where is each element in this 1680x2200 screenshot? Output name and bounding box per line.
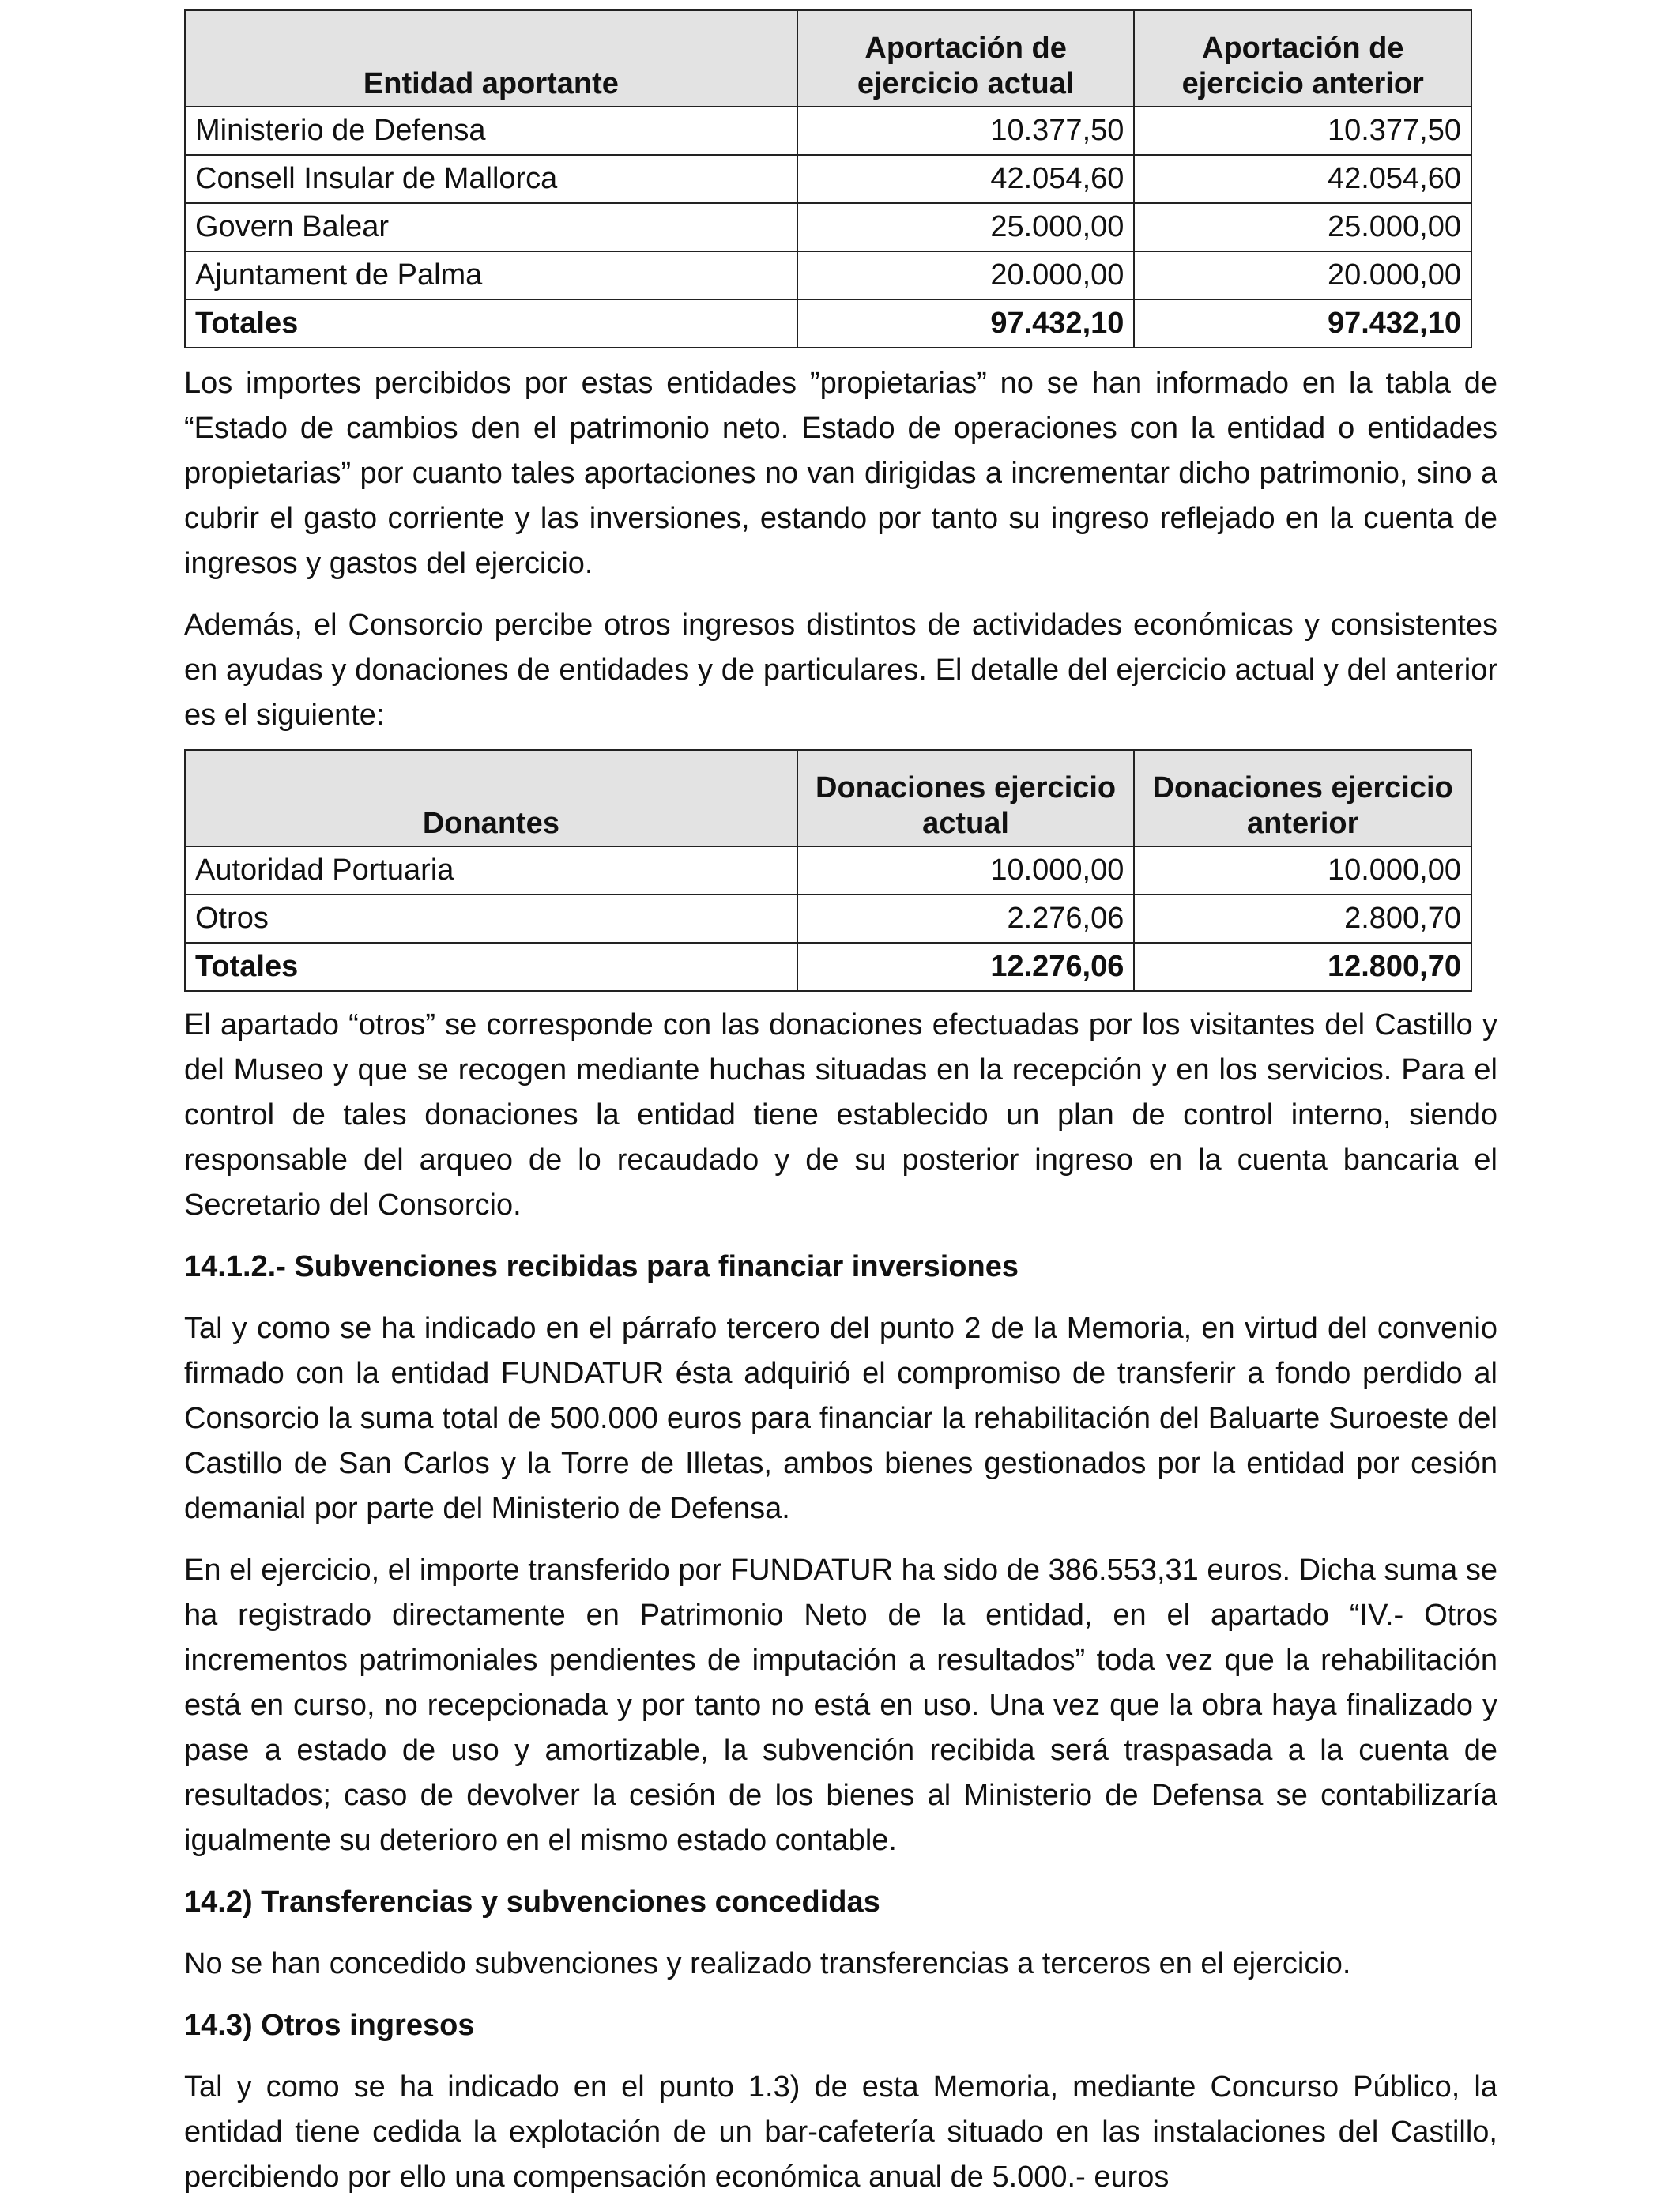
cell-donante: Otros [185, 895, 797, 943]
donaciones-table [184, 749, 1472, 992]
table-row [185, 895, 1471, 943]
table-total-row [185, 299, 1471, 348]
table-header-row [185, 750, 1471, 846]
cell-actual: 20.000,00 [797, 251, 1135, 299]
table-total-row [185, 943, 1471, 991]
heading-transferencias-concedidas: 14.2) Transferencias y subvenciones concedidas [184, 1885, 880, 1919]
cell-anterior: 10.377,50 [1134, 107, 1471, 155]
cell-actual: 2.276,06 [797, 895, 1135, 943]
paragraph-donaciones-otros: El apartado “otros” se corresponde con las donaciones efectuadas por los visitantes del Castillo y del Museo y que se recogen mediante huchas situadas en la recepción y en los servicios. Para el control de tales donaciones la entidad tiene establecido un plan de control interno, siendo responsable del arqueo de lo recaudado y de su posterior ingreso en la cuenta bancaria el Secretario del Consorcio. [184, 1008, 1497, 1222]
cell-anterior: 42.054,60 [1134, 155, 1471, 203]
paragraph-propietarias: Los importes percibidos por estas entidades ”propietarias” no se han informado en la tabla de “Estado de cambios den el patrimonio neto. Estado de operaciones con la entidad o entidades propietarias” por cuanto tales aportaciones no van dirigidas a incrementar dicho patrimonio, sino a cubrir el gasto corriente y las inversiones, estando por tanto su ingreso reflejado en la cuenta de ingresos y gastos del ejercicio. [184, 367, 1497, 580]
heading-subvenciones-inversiones: 14.1.2.- Subvenciones recibidas para financiar inversiones [184, 1250, 1019, 1283]
paragraph-fundatur-importe: En el ejercicio, el importe transferido por FUNDATUR ha sido de 386.553,31 euros. Dicha suma se ha registrado directamente en Patrimonio Neto de la entidad, en el apartado “IV.- Otros incrementos patrimoniales pendientes de imputación a resultados” toda vez que la rehabilitación está en curso, no recepcionada y por tanto no está en uso. Una vez que la obra haya finalizado y pase a estado de uso y amortizable, la subvención recibida será traspasada a la cuenta de resultados; caso de devolver la cesión de los bienes al Ministerio de Defensa se contabilizaría igualmente su deterioro en el mismo estado contable. [184, 1554, 1497, 1857]
header-aportacion-actual: Aportación de ejercicio actual [797, 10, 1135, 107]
cell-actual: 10.000,00 [797, 846, 1135, 895]
paragraph-no-subvenciones: No se han concedido subvenciones y realizado transferencias a terceros en el ejercicio. [184, 1947, 1351, 1980]
table-row [185, 251, 1471, 299]
table-row [185, 846, 1471, 895]
cell-entidad: Ajuntament de Palma [185, 251, 797, 299]
table-row [185, 203, 1471, 251]
cell-total-actual: 97.432,10 [797, 299, 1135, 348]
paragraph-fundatur-convenio: Tal y como se ha indicado en el párrafo tercero del punto 2 de la Memoria, en virtud del convenio firmado con la entidad FUNDATUR ésta adquirió el compromiso de transferir a fondo perdido al Consorcio la suma total de 500.000 euros para financiar la rehabilitación del Baluarte Suroeste del Castillo de San Carlos y la Torre de Illetas, ambos bienes gestionados por la entidad por cesión demanial por parte del Ministerio de Defensa. [184, 1312, 1497, 1525]
cell-entidad: Govern Balear [185, 203, 797, 251]
header-donaciones-anterior: Donaciones ejercicio anterior [1134, 750, 1471, 846]
cell-anterior: 25.000,00 [1134, 203, 1471, 251]
cell-total-label: Totales [185, 299, 797, 348]
aportaciones-table-wrapper [184, 9, 1497, 348]
aportaciones-table [184, 9, 1472, 348]
donaciones-table-wrapper [184, 749, 1497, 992]
header-aportacion-anterior: Aportación de ejercicio anterior [1134, 10, 1471, 107]
cell-total-actual: 12.276,06 [797, 943, 1135, 991]
cell-anterior: 2.800,70 [1134, 895, 1471, 943]
cell-actual: 10.377,50 [797, 107, 1135, 155]
cell-total-anterior: 12.800,70 [1134, 943, 1471, 991]
cell-entidad: Consell Insular de Mallorca [185, 155, 797, 203]
table-row [185, 155, 1471, 203]
cell-anterior: 10.000,00 [1134, 846, 1471, 895]
header-donantes: Donantes [185, 750, 797, 846]
table-row [185, 107, 1471, 155]
document-page [184, 9, 1497, 2200]
paragraph-bar-cafeteria: Tal y como se ha indicado en el punto 1.3) de esta Memoria, mediante Concurso Público, la entidad tiene cedida la explotación de un bar-cafetería situado en las instalaciones del Castillo, percibiendo por ello una compensación económica anual de 5.000.- euros [184, 2070, 1497, 2194]
cell-actual: 25.000,00 [797, 203, 1135, 251]
cell-anterior: 20.000,00 [1134, 251, 1471, 299]
heading-otros-ingresos: 14.3) Otros ingresos [184, 2009, 475, 2042]
header-entidad: Entidad aportante [185, 10, 797, 107]
cell-entidad: Ministerio de Defensa [185, 107, 797, 155]
cell-total-anterior: 97.432,10 [1134, 299, 1471, 348]
cell-actual: 42.054,60 [797, 155, 1135, 203]
cell-total-label: Totales [185, 943, 797, 991]
cell-donante: Autoridad Portuaria [185, 846, 797, 895]
paragraph-otros-ingresos: Además, el Consorcio percibe otros ingresos distintos de actividades económicas y consistentes en ayudas y donaciones de entidades y de particulares. El detalle del ejercicio actual y del anterior es el siguiente: [184, 608, 1497, 732]
header-donaciones-actual: Donaciones ejercicio actual [797, 750, 1135, 846]
table-header-row [185, 10, 1471, 107]
